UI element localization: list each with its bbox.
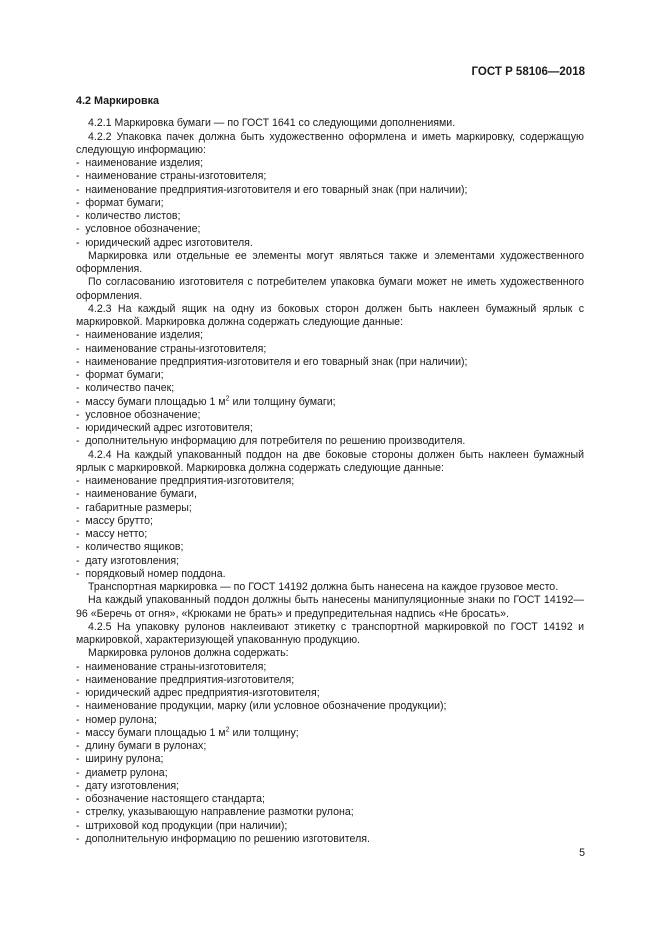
paragraph-4-2-4: 4.2.4 На каждый упакованный поддон на две боковые стороны должен быть наклеен бумажный ярлык с маркировкой. Маркировка должна содержать следующие данные: <box>76 448 584 474</box>
list-item: - формат бумаги; <box>76 197 584 210</box>
list-item: - дополнительную информацию по решению изготовителя. <box>76 833 584 846</box>
list-item: - наименование изделия; <box>76 329 584 342</box>
list-item: - обозначение настоящего стандарта; <box>76 793 584 806</box>
paragraph-4-2-2: 4.2.2 Упаковка пачек должна быть художественно оформлена и иметь маркировку, содержащую следующую информацию: <box>76 130 584 156</box>
section-title: 4.2 Маркировка <box>76 95 160 107</box>
list-item: - количество ящиков; <box>76 541 584 554</box>
list-item: - массу нетто; <box>76 528 584 541</box>
paragraph-4-2-3: 4.2.3 На каждый ящик на одну из боковых сторон должен быть наклеен бумажный ярлык с маркировкой. Маркировка должна содержать следующие данные: <box>76 302 584 328</box>
list-roll-marking <box>76 661 584 847</box>
list-item: - дату изготовления; <box>76 780 584 793</box>
list-item: - количество листов; <box>76 210 584 223</box>
list-item: - штриховой код продукции (при наличии); <box>76 820 584 833</box>
list-item: - длину бумаги в рулонах; <box>76 740 584 753</box>
mass-text: массу бумаги площадью 1 м <box>85 726 226 739</box>
list-item: - юридический адрес предприятия-изготовителя; <box>76 687 584 700</box>
list-item: - дополнительную информацию для потребителя по решению производителя. <box>76 435 584 448</box>
mass-text: массу бумаги площадью 1 м <box>85 395 226 408</box>
list-item <box>76 396 584 409</box>
list-item: - наименование страны-изготовителя; <box>76 661 584 674</box>
document-header: ГОСТ Р 58106—2018 <box>471 66 585 78</box>
list-item: - дату изготовления; <box>76 555 584 568</box>
mass-text-end: или толщину; <box>229 726 299 739</box>
list-item: - наименование продукции, марку (или условное обозначение продукции); <box>76 700 584 713</box>
list-item: - номер рулона; <box>76 714 584 727</box>
list-item: - стрелку, указывающую направление размотки рулона; <box>76 806 584 819</box>
list-item: - наименование предприятия-изготовителя; <box>76 475 584 488</box>
paragraph: По согласованию изготовителя с потребителем упаковка бумаги может не иметь художественного оформления. <box>76 276 584 302</box>
list-item: - количество пачек; <box>76 382 584 395</box>
list-item <box>76 727 584 740</box>
list-item: - наименование предприятия-изготовителя; <box>76 674 584 687</box>
superscript: 2 <box>225 726 230 734</box>
list-item: - диаметр рулона; <box>76 767 584 780</box>
list-pack-marking <box>76 157 584 250</box>
list-item: - юридический адрес изготовителя. <box>76 237 584 250</box>
page-number: 5 <box>579 847 585 859</box>
paragraph: Маркировка рулонов должна содержать: <box>88 647 289 660</box>
list-item: - наименование предприятия-изготовителя и его товарный знак (при наличии); <box>76 184 584 197</box>
list-box-marking <box>76 329 584 448</box>
list-item: - условное обозначение; <box>76 223 584 236</box>
paragraph: Транспортная маркировка — по ГОСТ 14192 должна быть нанесена на каждое грузовое место. <box>88 581 559 593</box>
superscript: 2 <box>225 394 230 402</box>
list-item: - наименование бумаги, <box>76 488 584 501</box>
list-item: - условное обозначение; <box>76 409 584 422</box>
document-body <box>76 95 584 846</box>
list-pallet-marking <box>76 475 584 581</box>
paragraph: На каждый упакованный поддон должны быть нанесены манипуляционные знаки по ГОСТ 14192—96 «Беречь от огня», «Крюками не брать» и предупредительная надпись «Не бросать». <box>76 594 584 620</box>
list-item: - порядковый номер поддона. <box>76 568 584 581</box>
list-item: - юридический адрес изготовителя; <box>76 422 584 435</box>
list-item: - габаритные размеры; <box>76 502 584 515</box>
mass-text-end: или толщину бумаги; <box>229 395 336 408</box>
list-item: - наименование страны-изготовителя; <box>76 343 584 356</box>
paragraph: Маркировка или отдельные ее элементы могут являться также и элементами художественного оформления. <box>76 249 584 275</box>
list-item: - наименование предприятия-изготовителя и его товарный знак (при наличии); <box>76 356 584 369</box>
list-item: - формат бумаги; <box>76 369 584 382</box>
list-item: - наименование изделия; <box>76 157 584 170</box>
list-item: - массу брутто; <box>76 515 584 528</box>
paragraph-4-2-1: 4.2.1 Маркировка бумаги — по ГОСТ 1641 со следующими дополнениями. <box>88 117 456 130</box>
list-item: - наименование страны-изготовителя; <box>76 170 584 183</box>
list-item: - ширину рулона; <box>76 753 584 766</box>
paragraph-4-2-5: 4.2.5 На упаковку рулонов наклеивают этикетку с транспортной маркировкой по ГОСТ 14192 и маркировкой, характеризующей упакованную продукцию. <box>76 620 584 646</box>
